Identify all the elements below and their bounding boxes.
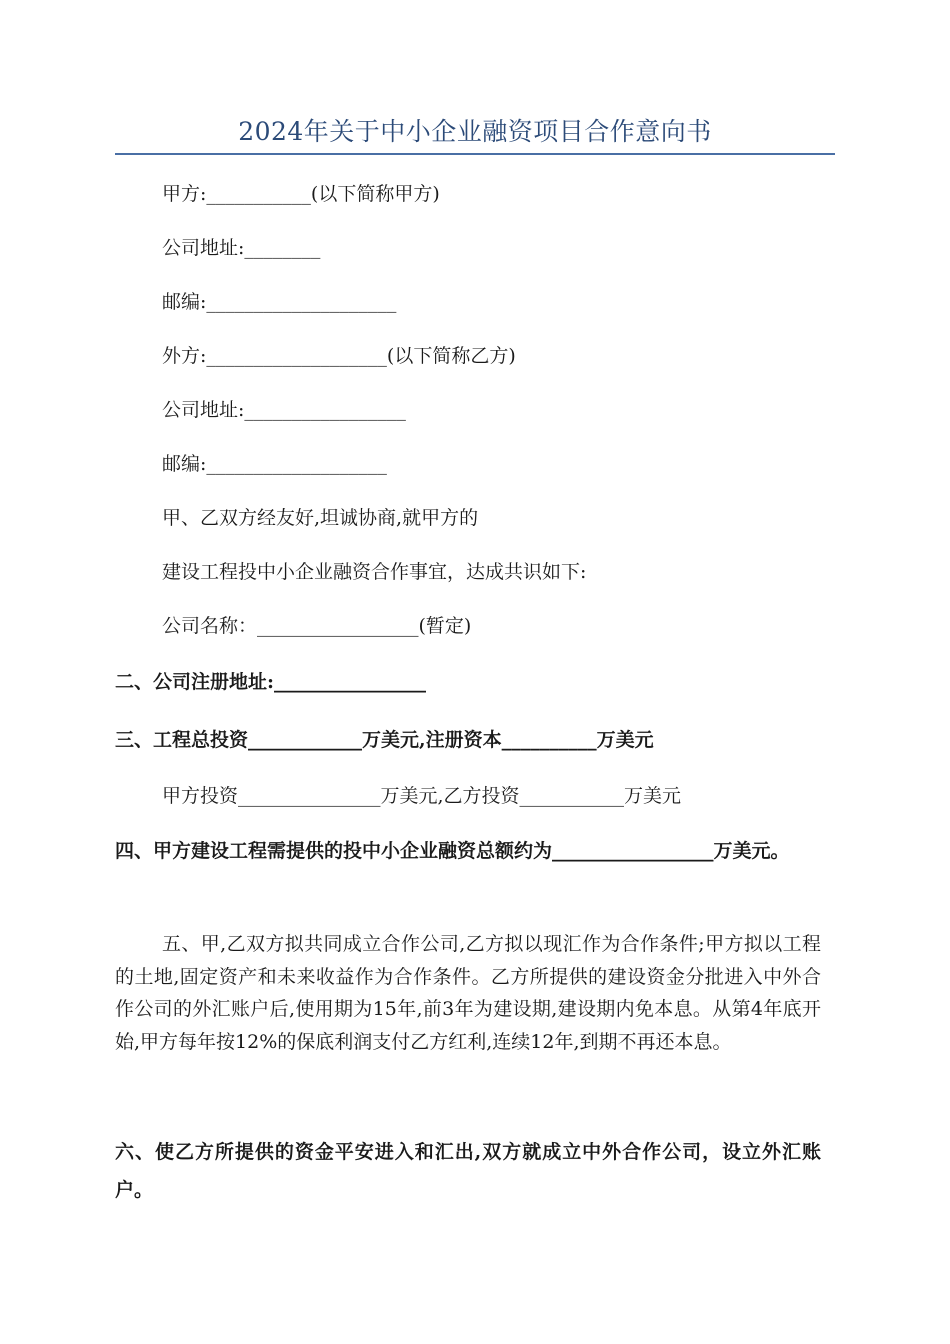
document-title: 2024年关于中小企业融资项目合作意向书: [238, 117, 712, 146]
party-a-line: 甲方:___________(以下简称甲方): [162, 183, 440, 205]
section-3-heading: 三、工程总投资____________万美元,注册资本__________万美元: [115, 729, 654, 751]
party-a-address-line: 公司地址:________: [162, 237, 321, 259]
party-b-line: 外方:___________________(以下简称乙方): [162, 345, 516, 367]
section-3-detail: 甲方投资_______________万美元,乙方投资___________万美元: [162, 785, 682, 807]
title-underline: [115, 153, 835, 155]
party-a-postcode-line: 邮编:____________________: [162, 291, 397, 313]
company-name-line: 公司名称：_________________(暂定): [162, 615, 472, 637]
section-2-heading: 二、公司注册地址:________________: [115, 671, 427, 693]
intro-line-2: 建设工程投中小企业融资合作事宜，达成共识如下:: [162, 561, 587, 583]
section-4-paragraph: 四、甲方建设工程需提供的投中小企业融资总额约为_________________万美元。: [115, 840, 790, 862]
section-6-paragraph: 六、使乙方所提供的资金平安进入和汇出,双方就成立中外合作公司，设立外汇账户。: [115, 1141, 821, 1201]
party-b-postcode-line: 邮编:___________________: [162, 453, 387, 475]
section-5-paragraph: 五、甲,乙双方拟共同成立合作公司,乙方拟以现汇作为合作条件;甲方拟以工程的土地,固定资产和未来收益作为合作条件。乙方所提供的建设资金分批进入中外合作公司的外汇账户后,使用期为15年,前3年为建设期,建设期内免本息。从第4年底开始,甲方每年按12%的保底利润支付乙方红利,连续12年,到期不再还本息。: [115, 933, 821, 1053]
party-b-address-line: 公司地址:_________________: [162, 399, 406, 421]
intro-line-1: 甲、乙双方经友好,坦诚协商,就甲方的: [162, 507, 479, 529]
